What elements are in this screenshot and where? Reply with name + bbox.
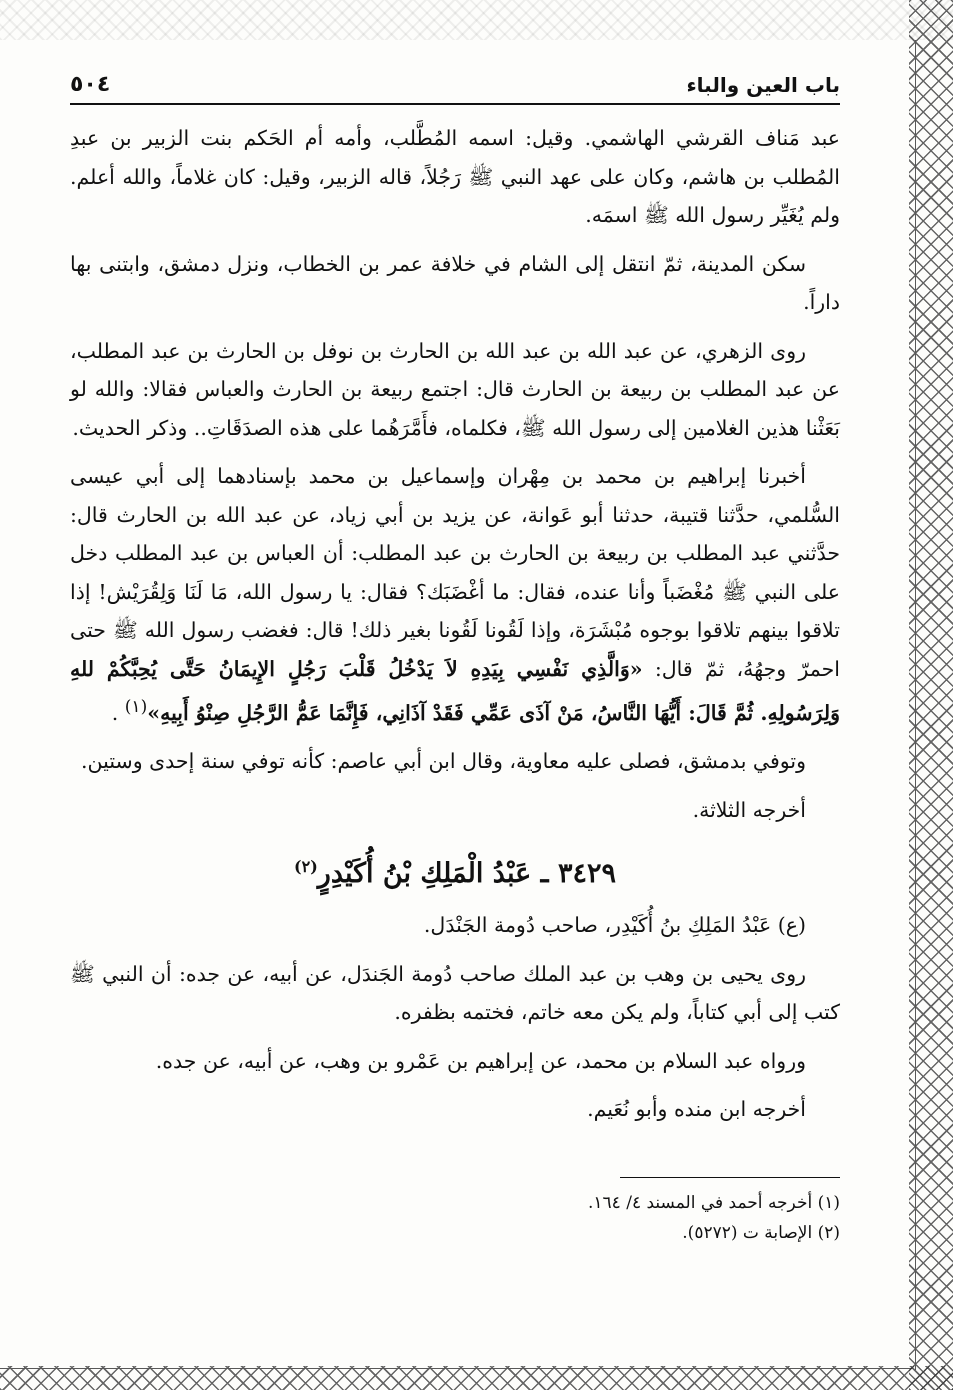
footnote-mark-2: (٢) [294, 857, 318, 877]
footnote-2: (٢) الإصابة ت (٥٢٧٢). [682, 1222, 840, 1243]
paragraph-name-lineage: عبد مَناف القرشي الهاشمي. وقيل: اسمه المُطَّلب، وأمه أم الحَكم بنت الزبير بن عبدِ المُطلب بن هاشم، وكان على عهد النبي ﷺ رَجُلاً، قاله الزبير، وقيل: كان غلاماً، والله أعلم. ولم يُغَيِّر رسول الله ﷺ اسمَه. [70, 126, 840, 227]
paragraph-abdussalam-narration: ورواه عبد السلام بن محمد، عن إبراهيم بن عَمْرو بن وهب، عن أبيه، عن جده. [155, 1048, 806, 1073]
footnote-1: (١) أخرجه أحمد في المسند ٤/ ١٦٤. [588, 1192, 840, 1213]
entry-title-text: ٣٤٢٩ ـ عَبْدُ الْمَلِكِ بْنُ أُكَيْدِرٍ [317, 858, 616, 890]
paragraph-death: وتوفي بدمشق، فصلى عليه معاوية، وقال ابن أبي عاصم: كأنه توفي سنة إحدى وستين. [81, 749, 806, 774]
running-header [70, 60, 840, 105]
hadith-end: . [111, 700, 119, 725]
paragraph-entry-sources: أخرجه ابن منده وأبو نُعَيم. [587, 1097, 806, 1122]
paragraph-yahya-narration: روى يحيى بن وهب بن عبد الملك صاحب دُومة الجَندَل، عن أبيه، عن جده: أن النبي ﷺ كتب إلى أبي كتاباً، ولم يكن معه خاتم، فختمه بظفره. [70, 961, 840, 1025]
footnote-mark-1: (١) [124, 697, 148, 717]
footnotes [588, 1177, 840, 1248]
paragraph-zuhri-narration: روى الزهري، عن عبد الله بن عبد الله بن الحارث بن نوفل بن الحارث بن عبد المطلب، عن عبد المطلب بن ربيعة بن الحارث قال: اجتمع ربيعة بن الحارث والعباس فقالا: والله لو بَعَثْنا هذين الغلامين إلى رسول الله ﷺ، فكلماه، فأَمَّرَهُما على هذه الصدَقَاتِ.. وذكر الحديث. [70, 338, 840, 440]
entry-heading [70, 847, 840, 894]
chapter-title: باب العين والباء [686, 73, 840, 97]
paragraph-hadith [70, 457, 840, 732]
page-number: ٥٠٤ [70, 72, 111, 97]
paragraph-residence: سكن المدينة، ثمّ انتقل إلى الشام في خلافة عمر بن الخطاب، ونزل دمشق، وابتنى بها داراً. [70, 251, 840, 314]
border-bottom-ornament [0, 1366, 953, 1390]
paragraph-sources: أخرجه الثلاثة. [692, 797, 806, 822]
book-page [70, 60, 840, 1248]
hadith-text: أخبرنا إبراهيم بن محمد بن مِهْران وإسماعيل بن محمد بإسنادهما إلى أبي عيسى السُّلمي، حدَّثنا قتيبة، حدثنا أبو عَوانة، عن يزيد بن أبي زياد، عن عبد الله بن الحارث قال: حدَّثني عبد المطلب بن ربيعة بن الحارث بن عبد المطلب: أن العباس بن عبد المطلب دخل على النبي ﷺ مُغْضَباً وأنا عنده، فقال: ما أغْضَبَك؟ فقال: يا رسول الله، مَا لَنَا وَلِقُرَيْش! إذا تلاقوا بينهم تلاقوا بوجوه مُبْشَرَة، وإذا لَقُونا لَقُونا بغير ذلك! قال: فغضب رسول الله ﷺ حتى احمرّ وجهُهُ، ثمّ قال: [70, 464, 840, 681]
border-right-ornament [909, 0, 953, 1390]
paragraph-entry-intro: (ع) عَبْدُ المَلِكِ بنُ أُكَيْدِر، صاحب دُومة الجَنْدَل. [423, 913, 806, 938]
hadith-quote: «وَالَّذِي نَفْسِي بِيَدِهِ لاَ يَدْخُلُ قَلْبَ رَجُلٍ الإِيمَانُ حَتَّى يُحِبَّكُمْ للهِ وَلِرَسُولِهِ. ثُمَّ قَالَ: أَيُّهَا النَّاسُ، مَنْ آذَى عَمِّي فَقَدْ آذَانِي، فَإِنَّمَا عَمُّ الرَّجُلِ صِنْوُ أَبِيهِ» [70, 656, 840, 725]
border-top [0, 0, 953, 40]
